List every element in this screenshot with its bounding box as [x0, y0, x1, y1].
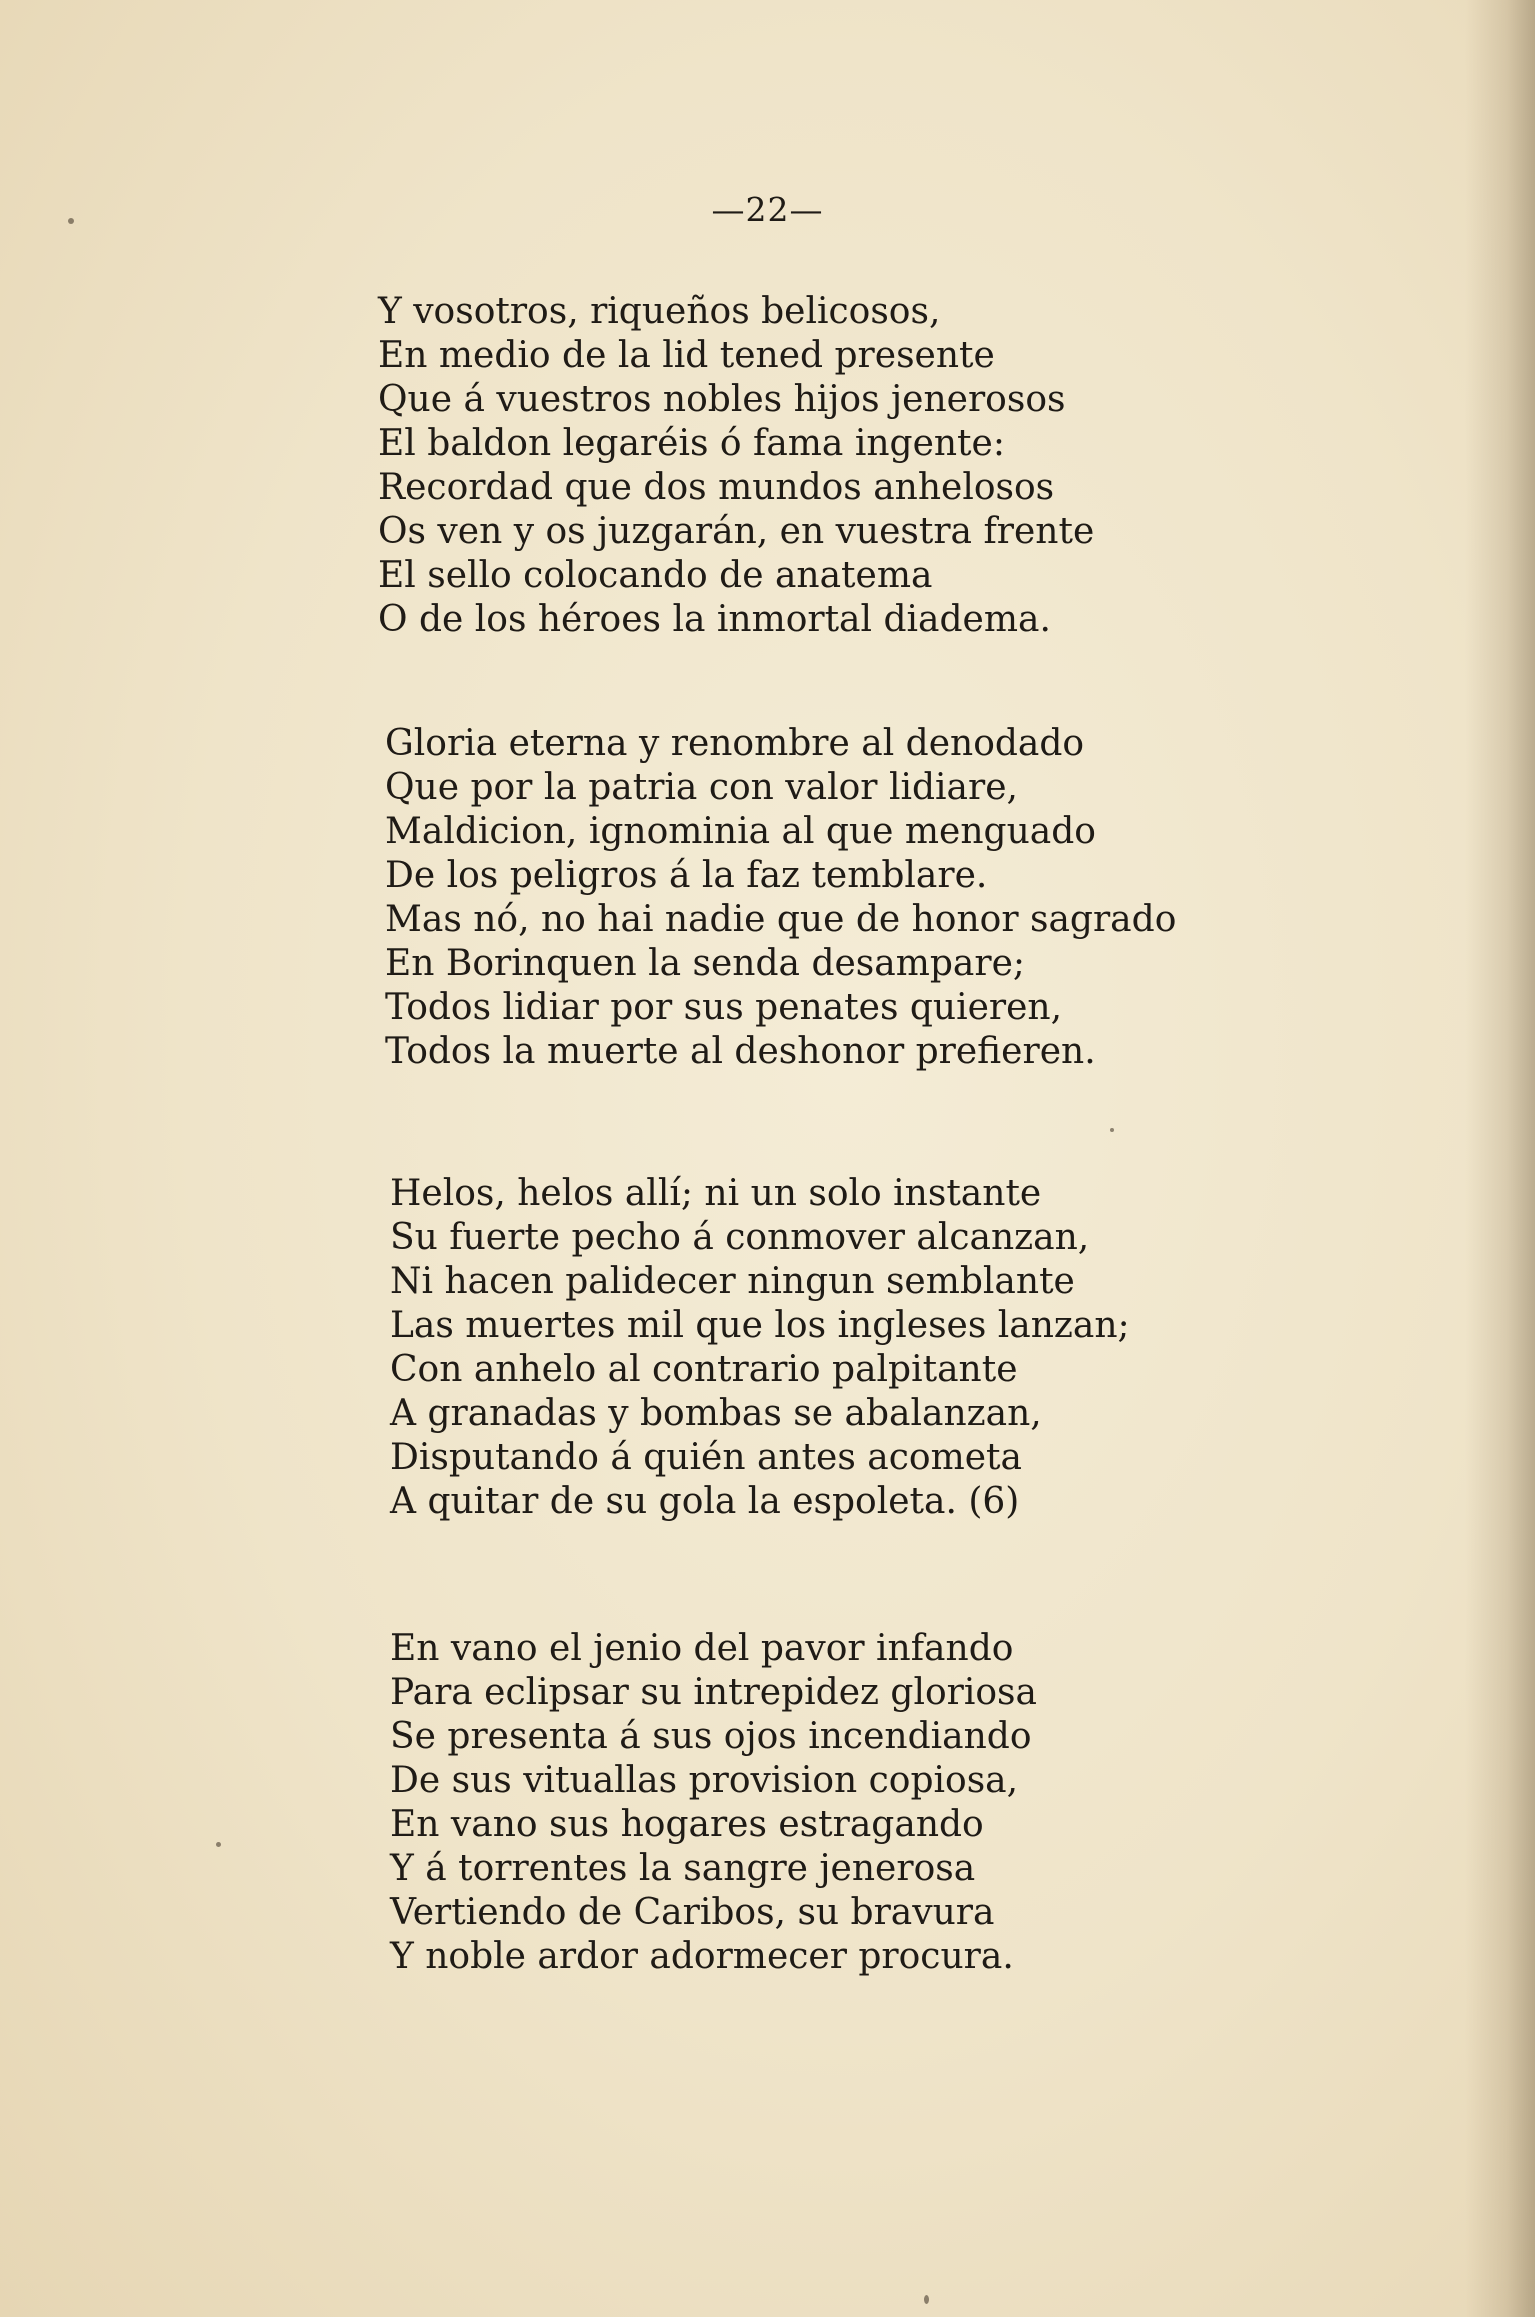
verse-line: De los peligros á la faz temblare.: [385, 855, 988, 896]
stanza: [390, 1172, 1130, 1524]
verse-line: El baldon legaréis ó fama ingente:: [378, 423, 1005, 464]
verse-line: Su fuerte pecho á conmover alcanzan,: [390, 1217, 1090, 1258]
verse-line: O de los héroes la inmortal diadema.: [378, 599, 1051, 640]
verse-line: Ni hacen palidecer ningun semblante: [390, 1261, 1075, 1302]
verse-line: El sello colocando de anatema: [378, 555, 933, 596]
verse-line: Helos, helos allí; ni un solo instante: [390, 1173, 1042, 1214]
verse-line: Que á vuestros nobles hijos jenerosos: [378, 379, 1066, 420]
verse-line: Vertiendo de Caribos, su bravura: [390, 1892, 995, 1933]
verse-line: Todos lidiar por sus penates quieren,: [385, 987, 1063, 1028]
verse-line: Os ven y os juzgarán, en vuestra frente: [378, 511, 1095, 552]
verse-line: A quitar de su gola la espoleta. (6): [390, 1481, 1020, 1522]
verse-line: Todos la muerte al deshonor prefieren.: [385, 1031, 1096, 1072]
verse-line: En vano sus hogares estragando: [390, 1804, 984, 1845]
ink-speck: [68, 218, 74, 224]
verse-line: Se presenta á sus ojos incendiando: [390, 1716, 1032, 1757]
page-edge-shadow: [1465, 0, 1535, 2317]
stanza: [378, 290, 1094, 642]
stanza: [385, 722, 1176, 1074]
ink-speck: [1110, 1128, 1114, 1132]
ink-speck: [216, 1842, 221, 1847]
verse-line: Las muertes mil que los ingleses lanzan;: [390, 1305, 1130, 1346]
verse-line: Para eclipsar su intrepidez gloriosa: [390, 1672, 1037, 1713]
verse-line: En vano el jenio del pavor infando: [390, 1628, 1014, 1669]
page-number: —22—: [711, 190, 824, 229]
verse-line: Con anhelo al contrario palpitante: [390, 1349, 1018, 1390]
verse-line: Gloria eterna y renombre al denodado: [385, 723, 1085, 764]
stanza: [390, 1627, 1037, 1979]
verse-line: En Borinquen la senda desampare;: [385, 943, 1026, 984]
verse-line: Mas nó, no hai nadie que de honor sagrado: [385, 899, 1177, 940]
verse-line: Y noble ardor adormecer procura.: [390, 1936, 1014, 1977]
verse-line: De sus vituallas provision copiosa,: [390, 1760, 1019, 1801]
verse-line: Maldicion, ignominia al que menguado: [385, 811, 1096, 852]
verse-line: Que por la patria con valor lidiare,: [385, 767, 1018, 808]
ink-speck: [924, 2295, 929, 2304]
verse-line: Y vosotros, riqueños belicosos,: [378, 291, 941, 332]
verse-line: Disputando á quién antes acometa: [390, 1437, 1022, 1478]
verse-line: Y á torrentes la sangre jenerosa: [390, 1848, 976, 1889]
verse-line: En medio de la lid tened presente: [378, 335, 995, 376]
verse-line: A granadas y bombas se abalanzan,: [390, 1393, 1042, 1434]
verse-line: Recordad que dos mundos anhelosos: [378, 467, 1055, 508]
